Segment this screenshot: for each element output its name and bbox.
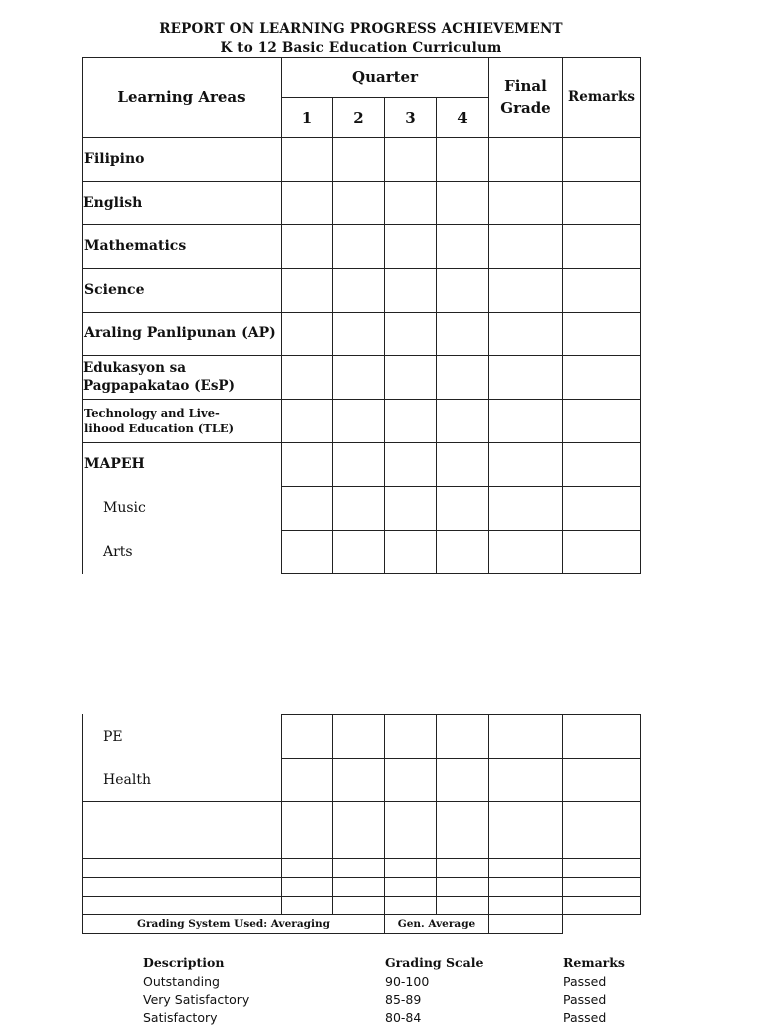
scale-row-remarks: Passed <box>563 974 607 989</box>
subject-ap: Araling Panlipunan (AP) <box>84 325 276 341</box>
final-grade-label-2: Grade <box>500 99 551 117</box>
final-grade-header <box>489 57 562 137</box>
scale-row-range: 80-84 <box>385 1010 422 1025</box>
gen-average-label: Gen. Average <box>397 918 476 930</box>
subject-science: Science <box>84 282 145 298</box>
remarks-header: Remarks <box>568 89 635 105</box>
quarter-1-header: 1 <box>301 108 313 127</box>
subject-tle-line2: lihood Education (TLE) <box>84 421 235 435</box>
subject-filipino: Filipino <box>84 151 145 167</box>
scale-row-description: Very Satisfactory <box>143 992 250 1007</box>
final-grade-label-1: Final <box>504 77 547 95</box>
scale-grading-scale-header: Grading Scale <box>385 955 484 970</box>
scale-remarks-header: Remarks <box>563 955 625 970</box>
subject-esp-line1: Edukasyon sa <box>83 360 186 376</box>
subject-esp-line2: Pagpapakatao (EsP) <box>83 378 235 394</box>
subject-tle-line1: Technology and Live- <box>84 406 220 420</box>
subject-arts: Arts <box>103 544 133 560</box>
scale-row-range: 85-89 <box>385 992 422 1007</box>
scale-description-header: Description <box>143 955 225 970</box>
subject-pe: PE <box>103 729 123 745</box>
scale-row-range: 90-100 <box>385 974 430 989</box>
subject-mapeh: MAPEH <box>84 456 145 472</box>
quarter-4-header: 4 <box>457 108 468 127</box>
subject-english: English <box>83 195 143 211</box>
report-title: REPORT ON LEARNING PROGRESS ACHIEVEMENT <box>159 21 563 37</box>
learning-areas-header: Learning Areas <box>117 88 246 106</box>
scale-row-remarks: Passed <box>563 992 607 1007</box>
grading-system-label: Grading System Used: Averaging <box>137 918 330 930</box>
scale-row-description: Outstanding <box>143 974 220 989</box>
scale-row-description: Satisfactory <box>143 1010 218 1025</box>
quarter-header: Quarter <box>352 68 418 86</box>
quarter-3-header: 3 <box>405 108 416 127</box>
subject-health: Health <box>103 772 151 788</box>
report-subtitle: K to 12 Basic Education Curriculum <box>220 40 502 56</box>
scale-row-remarks: Passed <box>563 1010 607 1025</box>
quarter-2-header: 2 <box>353 108 364 127</box>
subject-music: Music <box>103 500 146 516</box>
subject-mathematics: Mathematics <box>84 238 187 254</box>
